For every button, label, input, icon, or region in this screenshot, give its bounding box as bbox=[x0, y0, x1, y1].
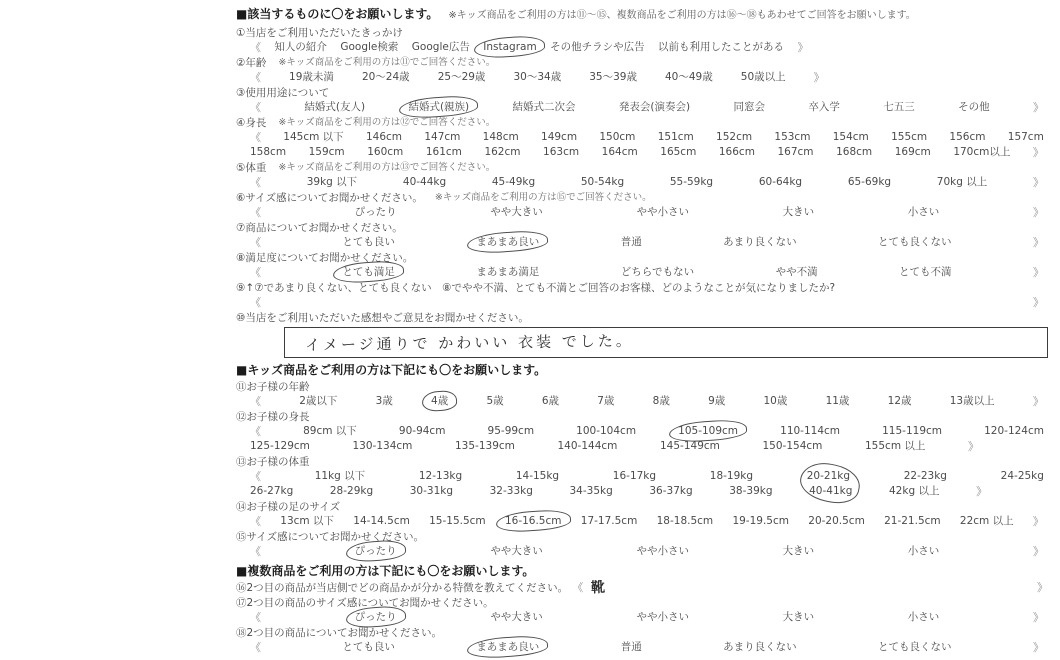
question-block bbox=[236, 500, 1048, 529]
question-label: ⑨↑⑦であまり良くない、とても良くない ⑧でやや不満、とても不満とご回答のお客様、どのようなことが気になりましたか? bbox=[236, 282, 836, 294]
option-row bbox=[236, 70, 829, 85]
option: 40-44kg bbox=[402, 176, 447, 188]
option: 161cm bbox=[425, 146, 462, 158]
option-row bbox=[236, 40, 813, 55]
question-note: ※キッズ商品をご利用の方は⑬でご回答ください。 bbox=[278, 162, 496, 173]
option: 148cm bbox=[482, 131, 519, 143]
option: 42kg 以上 bbox=[889, 485, 940, 497]
question-label: ⑭お子様の足のサイズ bbox=[236, 501, 341, 513]
bracket: 《 bbox=[250, 395, 261, 408]
option: 22-23kg bbox=[903, 470, 947, 482]
option: 以前も利用したことがある bbox=[658, 41, 785, 53]
option: 22cm 以上 bbox=[959, 515, 1014, 527]
option: 152cm bbox=[716, 131, 753, 143]
question-block bbox=[236, 221, 1048, 250]
option: 145-149cm bbox=[660, 440, 720, 452]
option: 115-119cm bbox=[882, 425, 942, 437]
option: 50-54kg bbox=[580, 176, 625, 188]
question-label-line bbox=[236, 26, 1048, 40]
option: まあまあ良い bbox=[476, 236, 540, 248]
bracket: 》 bbox=[1032, 641, 1044, 654]
option: 七五三 bbox=[883, 101, 915, 113]
bracket: 》 bbox=[1032, 176, 1044, 189]
question-label: ⑬お子様の体重 bbox=[236, 456, 310, 468]
bracket: 《 bbox=[250, 296, 261, 309]
question-block bbox=[236, 56, 1048, 85]
question-label: ⑮サイズ感についてお聞かせください。 bbox=[236, 531, 424, 543]
option: 140-144cm bbox=[557, 440, 618, 452]
bracket: 《 bbox=[250, 101, 261, 114]
question-label-line bbox=[236, 626, 1048, 640]
option: 11歳 bbox=[825, 395, 850, 407]
option: 165cm bbox=[660, 146, 697, 158]
option: 40〜49歳 bbox=[665, 71, 713, 83]
bracket: 《 bbox=[250, 545, 261, 558]
option: 36-37kg bbox=[649, 485, 693, 497]
option: まあまあ満足 bbox=[476, 266, 540, 278]
option: 65-69kg bbox=[847, 176, 892, 188]
question-block bbox=[236, 191, 1048, 220]
option-row bbox=[236, 610, 1048, 625]
option: 普通 bbox=[620, 236, 642, 248]
bracket: 《 bbox=[250, 71, 261, 84]
question-block bbox=[236, 455, 1048, 499]
option-row bbox=[236, 439, 983, 454]
question-block bbox=[236, 26, 1048, 55]
option: 120-124cm bbox=[984, 425, 1044, 437]
option: 18-18.5cm bbox=[656, 515, 714, 527]
bracket: 《 bbox=[250, 236, 261, 249]
question-label: ②年齢 bbox=[236, 57, 267, 69]
option-row bbox=[236, 424, 1048, 439]
option: 26-27kg bbox=[250, 485, 294, 497]
form-title-note: ※キッズ商品をご利用の方は⑪〜⑮、複数商品をご利用の方は⑯〜⑱もあわせてご回答をお願いします。 bbox=[448, 10, 916, 21]
option: 147cm bbox=[424, 131, 461, 143]
option: まあまあ良い bbox=[476, 641, 540, 653]
section-header: ■キッズ商品をご利用の方は下記にも〇をお願いします。 bbox=[236, 363, 547, 377]
option: 13歳以上 bbox=[949, 395, 995, 407]
option: 40-41kg bbox=[809, 485, 853, 497]
option-row bbox=[236, 514, 1048, 529]
option: とても良くない bbox=[878, 641, 952, 653]
option: 157cm bbox=[1007, 131, 1044, 143]
option: 70kg 以上 bbox=[936, 176, 988, 188]
option: 18-19kg bbox=[709, 470, 754, 482]
option: 130-134cm bbox=[352, 440, 413, 452]
bracket: 》 bbox=[1032, 206, 1044, 219]
option: とても良い bbox=[342, 236, 395, 248]
bracket: 》 bbox=[1037, 581, 1048, 594]
option: とても満足 bbox=[342, 266, 395, 278]
option: 2歳以下 bbox=[299, 395, 338, 407]
question-label: ⑫お子様の身長 bbox=[236, 411, 310, 423]
option: 149cm bbox=[541, 131, 578, 143]
option: 55-59kg bbox=[669, 176, 714, 188]
option: 34-35kg bbox=[569, 485, 613, 497]
option: 結婚式(親族) bbox=[408, 101, 470, 113]
question-label-line bbox=[236, 581, 1048, 595]
option: 167cm bbox=[777, 146, 814, 158]
option: 155cm 以上 bbox=[865, 440, 926, 452]
question-label: ⑱2つ目の商品についてお聞かせください。 bbox=[236, 627, 442, 639]
option: 105-109cm bbox=[678, 425, 739, 437]
option: 4歳 bbox=[431, 395, 449, 407]
question-block bbox=[236, 581, 1048, 595]
option: とても良い bbox=[342, 641, 395, 653]
option: 32-33kg bbox=[489, 485, 533, 497]
question-label-line bbox=[236, 410, 1048, 424]
option: とても良くない bbox=[878, 236, 952, 248]
option: 14-14.5cm bbox=[353, 515, 410, 527]
option: やや小さい bbox=[636, 545, 689, 557]
option: 19-19.5cm bbox=[732, 515, 789, 527]
option: 大きい bbox=[782, 545, 815, 557]
bracket: 《 bbox=[250, 641, 261, 654]
question-label: ⑩当店をご利用いただいた感想やご意見をお聞かせください。 bbox=[236, 312, 529, 324]
bracket: 》 bbox=[1033, 296, 1044, 309]
bracket: 》 bbox=[1032, 236, 1044, 249]
option-row bbox=[236, 265, 1048, 280]
question-label-line bbox=[236, 221, 1048, 235]
option: 6歳 bbox=[541, 395, 560, 407]
option: 3歳 bbox=[375, 395, 393, 407]
bracket: 》 bbox=[797, 41, 809, 54]
option: 20-20.5cm bbox=[808, 515, 865, 527]
option: 結婚式(友人) bbox=[304, 101, 366, 113]
option: どちらでもない bbox=[620, 266, 695, 278]
question-block bbox=[236, 281, 1048, 310]
option: 19歳未満 bbox=[289, 71, 334, 83]
option: 大きい bbox=[782, 206, 815, 218]
option: 158cm bbox=[250, 146, 287, 158]
option: Instagram bbox=[483, 41, 537, 53]
option: やや不満 bbox=[775, 266, 818, 278]
survey-sheet bbox=[236, 5, 1048, 656]
option: 卒入学 bbox=[808, 101, 840, 113]
question-label-line bbox=[236, 281, 1048, 295]
question-label-line bbox=[236, 56, 1048, 70]
question-label-line bbox=[236, 86, 1048, 100]
option: 16-17kg bbox=[612, 470, 657, 482]
bracket: 》 bbox=[1032, 515, 1044, 528]
option-row bbox=[236, 544, 1048, 559]
option: 小さい bbox=[907, 611, 940, 623]
question-label: ③使用用途について bbox=[236, 87, 330, 99]
option-row bbox=[236, 484, 991, 499]
question-label-line bbox=[236, 251, 1048, 265]
form-header bbox=[236, 5, 1048, 23]
bracket: 《 bbox=[250, 515, 261, 528]
option: 20〜24歳 bbox=[361, 71, 410, 83]
option: 166cm bbox=[718, 146, 755, 158]
form-title: ■該当するものに〇をお願いします。 bbox=[236, 7, 439, 21]
option: 24-25kg bbox=[1000, 470, 1044, 482]
question-note: ※キッズ商品をご利用の方は⑮でご回答ください。 bbox=[434, 192, 652, 203]
option: その他 bbox=[958, 101, 990, 113]
option: 10歳 bbox=[763, 395, 788, 407]
bracket: 》 bbox=[1032, 146, 1044, 159]
option: 160cm bbox=[367, 146, 404, 158]
option: 21-21.5cm bbox=[884, 515, 941, 527]
bracket: 《 bbox=[250, 131, 261, 144]
option: 17-17.5cm bbox=[580, 515, 638, 527]
option-row bbox=[236, 130, 1048, 145]
option: 12-13kg bbox=[418, 470, 463, 482]
option: ぴったり bbox=[354, 206, 397, 218]
option: 159cm bbox=[308, 146, 345, 158]
option: 168cm bbox=[836, 146, 873, 158]
question-block bbox=[236, 311, 1048, 358]
option-row bbox=[236, 394, 1048, 409]
question-label-line bbox=[236, 596, 1048, 610]
option: 25〜29歳 bbox=[437, 71, 486, 83]
option: 16-16.5cm bbox=[504, 515, 562, 527]
question-label: ⑥サイズ感についてお聞かせください。 bbox=[236, 192, 423, 204]
option: やや小さい bbox=[636, 611, 689, 623]
question-label: ⑧満足度についてお聞かせください。 bbox=[236, 252, 414, 264]
bracket: 》 bbox=[813, 71, 825, 84]
question-block bbox=[236, 380, 1048, 409]
option: 135-139cm bbox=[455, 440, 515, 452]
handwritten-comment-box bbox=[284, 327, 1048, 358]
option-row bbox=[236, 640, 1048, 655]
option: 50歳以上 bbox=[740, 71, 786, 83]
handwritten-answer: 靴 bbox=[590, 579, 607, 597]
question-note: ※キッズ商品をご利用の方は⑫でご回答ください。 bbox=[278, 117, 496, 128]
bracket: 》 bbox=[1032, 611, 1044, 624]
question-label-line bbox=[236, 500, 1048, 514]
option: 13cm 以下 bbox=[280, 515, 334, 527]
survey-form bbox=[236, 26, 1048, 655]
section-header: ■複数商品をご利用の方は下記にも〇をお願いします。 bbox=[236, 564, 535, 578]
bracket: 《 bbox=[250, 266, 261, 279]
bracket: 》 bbox=[1032, 545, 1044, 558]
option-row bbox=[236, 205, 1048, 220]
question-block bbox=[236, 86, 1048, 115]
bracket: 》 bbox=[968, 440, 980, 453]
bracket: 《 bbox=[250, 611, 261, 624]
option-row bbox=[236, 175, 1048, 190]
option-row bbox=[236, 100, 1048, 115]
option: その他チラシや広告 bbox=[550, 41, 645, 53]
question-label: ①当店をご利用いただいたきっかけ bbox=[236, 27, 403, 39]
question-label-line bbox=[236, 455, 1048, 469]
question-label-line bbox=[236, 530, 1048, 544]
question-block bbox=[236, 596, 1048, 625]
option: あまり良くない bbox=[723, 641, 797, 653]
option: 15-15.5cm bbox=[429, 515, 486, 527]
option: 95-99cm bbox=[487, 425, 535, 437]
question-block bbox=[236, 530, 1048, 559]
option: 169cm bbox=[894, 146, 931, 158]
bracket: 》 bbox=[1032, 266, 1044, 279]
option: 164cm bbox=[601, 146, 638, 158]
question-label-line bbox=[236, 116, 1048, 130]
option: 小さい bbox=[907, 545, 940, 557]
option: 普通 bbox=[620, 641, 642, 653]
option: 45-49kg bbox=[491, 176, 536, 188]
option: 90-94cm bbox=[398, 425, 446, 437]
bracket: 《 bbox=[250, 41, 261, 54]
option: 8歳 bbox=[652, 395, 670, 407]
option: 12歳 bbox=[887, 395, 912, 407]
option-row bbox=[236, 235, 1048, 250]
handwritten-comment: イメージ通りで かわいい 衣装 でした。 bbox=[304, 331, 634, 355]
question-label: ⑤体重 bbox=[236, 162, 267, 174]
option: やや小さい bbox=[636, 206, 689, 218]
question-label: ④身長 bbox=[236, 117, 267, 129]
question-block bbox=[236, 251, 1048, 280]
option: 発表会(演奏会) bbox=[618, 101, 691, 113]
option: 5歳 bbox=[486, 395, 504, 407]
option: 151cm bbox=[657, 131, 694, 143]
option: 同窓会 bbox=[733, 101, 765, 113]
option: 110-114cm bbox=[780, 425, 841, 437]
bracket: 》 bbox=[976, 485, 988, 498]
question-label: ⑯2つ目の商品が当店側でどの商品かが分かる特徴を教えてください。 bbox=[236, 582, 569, 594]
option: 162cm bbox=[484, 146, 521, 158]
option: 156cm bbox=[949, 131, 986, 143]
option: 知人の紹介 bbox=[274, 41, 327, 53]
option: 150-154cm bbox=[762, 440, 823, 452]
option-row bbox=[236, 145, 1048, 160]
option: 14-15kg bbox=[515, 470, 560, 482]
option: 89cm 以下 bbox=[303, 425, 357, 437]
option: 125-129cm bbox=[250, 440, 310, 452]
question-note: ※キッズ商品をご利用の方は⑪でご回答ください。 bbox=[278, 57, 496, 68]
option-row bbox=[236, 469, 1048, 484]
option: 163cm bbox=[543, 146, 580, 158]
question-block bbox=[236, 410, 1048, 454]
option: 30-31kg bbox=[409, 485, 454, 497]
option: 150cm bbox=[599, 131, 636, 143]
bracket: 《 bbox=[250, 176, 261, 189]
option: ぴったり bbox=[354, 545, 397, 557]
bracket: 》 bbox=[1032, 395, 1044, 408]
option: 11kg 以下 bbox=[314, 470, 366, 482]
option: あまり良くない bbox=[723, 236, 797, 248]
option: 155cm bbox=[891, 131, 928, 143]
option: やや大きい bbox=[490, 611, 543, 623]
option: 28-29kg bbox=[329, 485, 374, 497]
question-block bbox=[236, 161, 1048, 190]
option: 60-64kg bbox=[758, 176, 803, 188]
bracket: 《 bbox=[250, 206, 261, 219]
option: 170cm以上 bbox=[953, 146, 1011, 158]
option: 9歳 bbox=[708, 395, 726, 407]
option: 7歳 bbox=[597, 395, 615, 407]
option: Google検索 bbox=[340, 41, 399, 53]
option: 154cm bbox=[832, 131, 869, 143]
option: 結婚式二次会 bbox=[512, 101, 576, 113]
option: 大きい bbox=[782, 611, 815, 623]
question-label-line bbox=[236, 380, 1048, 394]
option: 153cm bbox=[774, 131, 811, 143]
option: 35〜39歳 bbox=[589, 71, 637, 83]
option: 39kg 以下 bbox=[306, 176, 358, 188]
bracket: 《 bbox=[250, 425, 261, 438]
option: 145cm 以下 bbox=[283, 131, 344, 143]
question-label: ⑦商品についてお聞かせください。 bbox=[236, 222, 403, 234]
option: とても不満 bbox=[899, 266, 952, 278]
option: やや大きい bbox=[490, 545, 543, 557]
option: 20-21kg bbox=[806, 470, 850, 482]
bracket: 》 bbox=[1032, 101, 1044, 114]
question-block bbox=[236, 116, 1048, 160]
option: 100-104cm bbox=[576, 425, 637, 437]
question-label: ⑪お子様の年齢 bbox=[236, 381, 310, 393]
bracket: 《 bbox=[250, 470, 261, 483]
option: 30〜34歳 bbox=[513, 71, 562, 83]
question-label: ⑰2つ目の商品のサイズ感についてお聞かせください。 bbox=[236, 597, 494, 609]
option: やや大きい bbox=[490, 206, 543, 218]
option-row bbox=[236, 295, 1048, 310]
option: Google広告 bbox=[411, 41, 470, 53]
question-label-line bbox=[236, 311, 1048, 325]
option: 小さい bbox=[907, 206, 940, 218]
bracket: 《 bbox=[572, 581, 584, 594]
option: ぴったり bbox=[354, 611, 397, 623]
option: 38-39kg bbox=[729, 485, 773, 497]
question-label-line bbox=[236, 161, 1048, 175]
question-label-line bbox=[236, 191, 1048, 205]
question-block bbox=[236, 626, 1048, 655]
option: 146cm bbox=[365, 131, 403, 143]
